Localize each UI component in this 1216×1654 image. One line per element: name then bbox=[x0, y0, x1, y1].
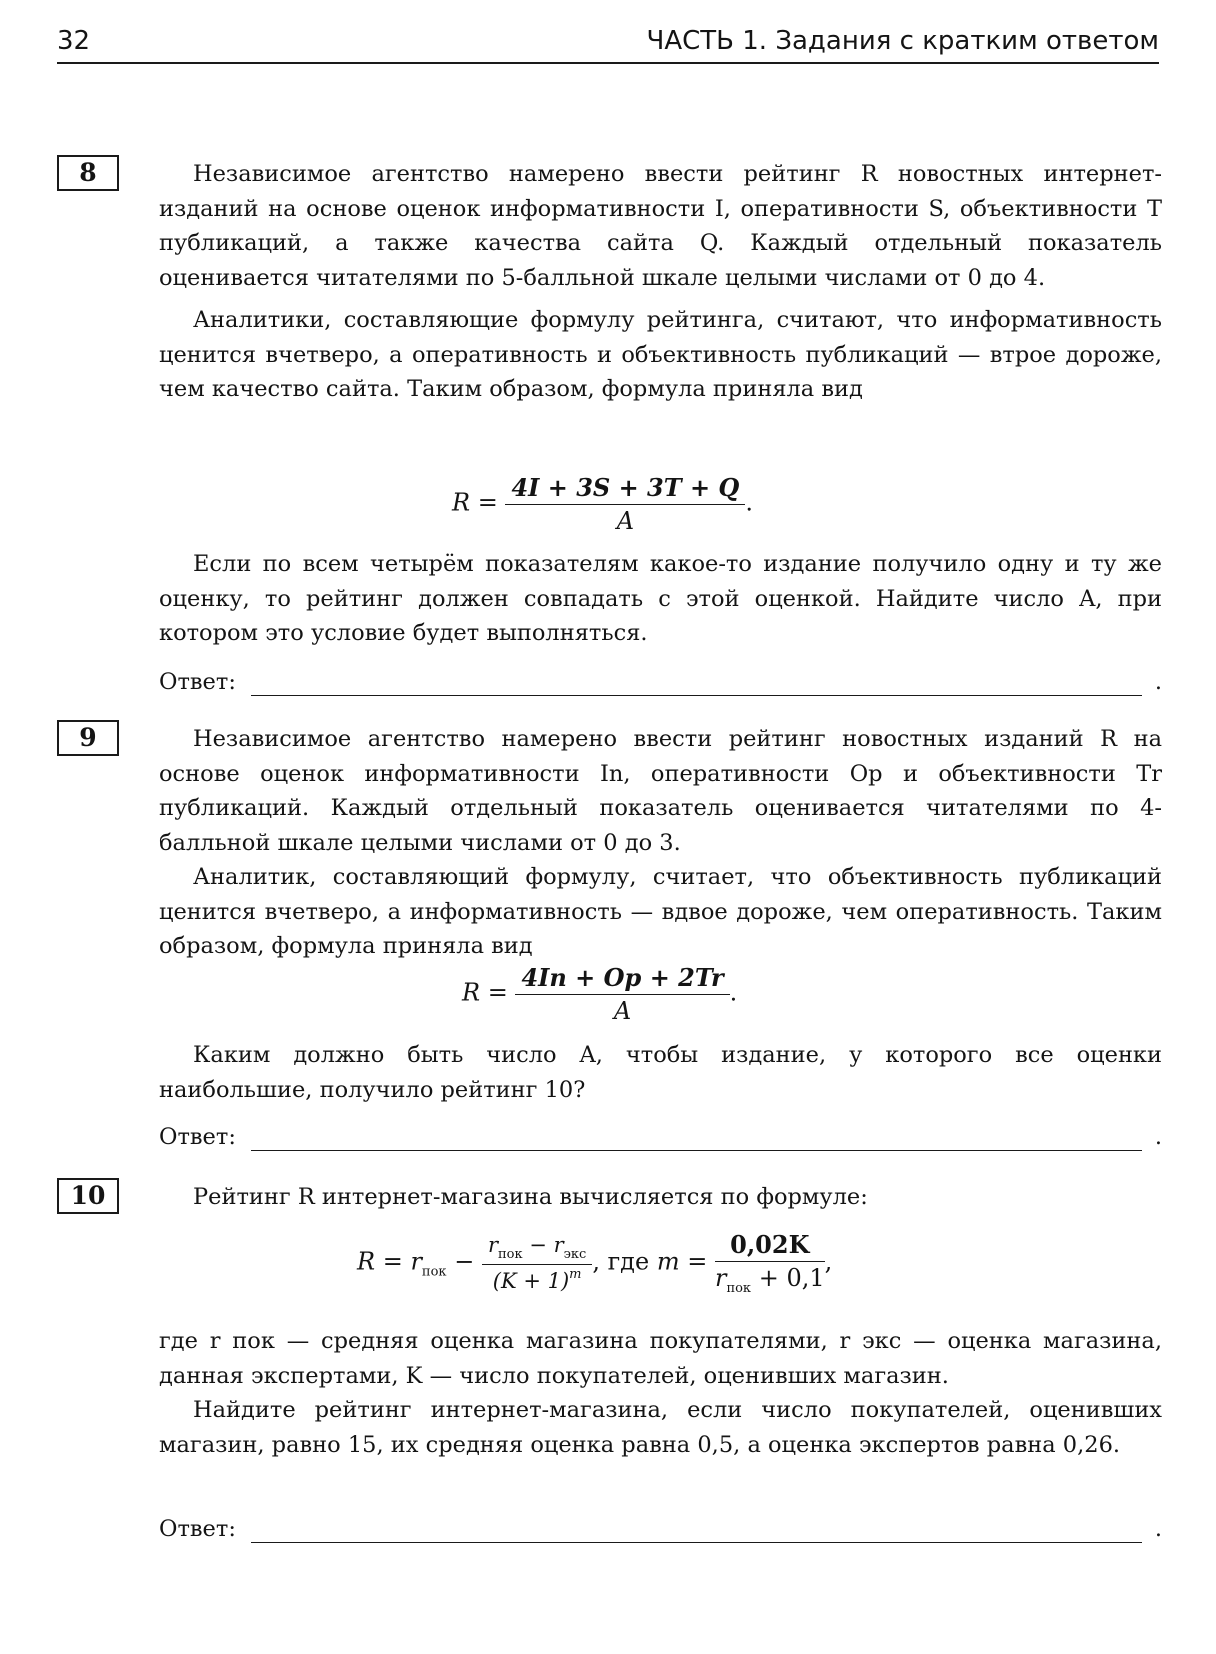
page-header bbox=[57, 22, 1159, 64]
task-paragraph: где r пок — средняя оценка магазина покупателями, r экс — оценка магазина, данная экспертами, K — число покупателей, оценивших магазин. bbox=[159, 1328, 1162, 1389]
r-symbol: r bbox=[714, 1264, 727, 1292]
fraction-denominator bbox=[715, 1262, 825, 1296]
page-number: 32 bbox=[57, 26, 91, 56]
formula-lhs: R = bbox=[452, 488, 498, 517]
answer-line[interactable] bbox=[251, 1542, 1142, 1543]
comma: , bbox=[592, 1247, 600, 1276]
formula bbox=[452, 473, 753, 535]
answer-field[interactable] bbox=[159, 1516, 1162, 1550]
formula-lhs: R = bbox=[462, 978, 508, 1007]
formula bbox=[357, 1230, 832, 1296]
fraction-numerator: 0,02K bbox=[715, 1230, 825, 1262]
fraction-denominator: A bbox=[613, 997, 632, 1025]
formula-lhs: R = r bbox=[357, 1247, 422, 1276]
minus-sign: − bbox=[454, 1247, 475, 1276]
fraction-numerator: 4In + Op + 2Tr bbox=[515, 963, 729, 995]
answer-line[interactable] bbox=[251, 695, 1142, 696]
answer-end: . bbox=[1154, 669, 1162, 695]
answer-field[interactable] bbox=[159, 669, 1162, 703]
exponent: m bbox=[569, 1267, 582, 1282]
task-paragraph: Аналитик, составляющий формулу, считает, что объективность публикаций ценится вчетверо, а информативность — вдвое дороже, чем оперативность. Таким образом, формула приняла вид bbox=[159, 864, 1162, 959]
denominator-base: (K + 1) bbox=[492, 1269, 570, 1293]
task-paragraph: Независимое агентство намерено ввести рейтинг R новостных интернет-изданий на основе оценок информативности I, оперативности S, объективности T публикаций, а также качества сайта Q. Каждый отдельный показатель оценивается читателями по 5-балльной шкале целыми числами от 0 до 4. bbox=[159, 161, 1162, 291]
fraction bbox=[515, 963, 729, 1025]
m-lhs: m = bbox=[656, 1247, 708, 1276]
answer-label: Ответ: bbox=[159, 669, 236, 695]
answer-line[interactable] bbox=[251, 1150, 1142, 1151]
fraction-numerator: 4I + 3S + 3T + Q bbox=[505, 473, 745, 505]
answer-end: . bbox=[1154, 1124, 1162, 1150]
subscript-eks: экс bbox=[563, 1247, 587, 1262]
chapter-title: ЧАСТЬ 1. Задания с кратким ответом bbox=[646, 26, 1159, 56]
formula-end: . bbox=[729, 978, 738, 1007]
task-paragraph: Рейтинг R интернет-магазина вычисляется по формуле: bbox=[193, 1184, 868, 1210]
subscript-pok: пок bbox=[421, 1264, 447, 1280]
task-text bbox=[159, 1180, 1162, 1215]
task-paragraph: Найдите рейтинг интернет-магазина, если число покупателей, оценивших магазин, равно 15, их средняя оценка равна 0,5, а оценка экспертов равна 0,26. bbox=[159, 1397, 1162, 1458]
denominator-tail: + 0,1 bbox=[758, 1264, 825, 1292]
fraction bbox=[715, 1230, 825, 1296]
r-symbol: r bbox=[553, 1233, 564, 1257]
task-text bbox=[159, 157, 1162, 407]
fraction bbox=[505, 473, 745, 535]
subscript-pok: пок bbox=[726, 1281, 752, 1296]
minus-sign: − bbox=[529, 1233, 547, 1257]
task-text bbox=[159, 547, 1162, 651]
answer-label: Ответ: bbox=[159, 1516, 236, 1542]
formula bbox=[462, 963, 737, 1025]
r-symbol: r bbox=[487, 1233, 498, 1257]
task-paragraph: Если по всем четырём показателям какое-то издание получило одну и ту же оценку, то рейтинг должен совпадать с этой оценкой. Найдите число A, при котором это условие будет выполняться. bbox=[159, 551, 1162, 646]
answer-label: Ответ: bbox=[159, 1124, 236, 1150]
task-number-box: 8 bbox=[57, 155, 119, 191]
task-text bbox=[159, 1038, 1162, 1107]
task-paragraph: Независимое агентство намерено ввести рейтинг новостных изданий R на основе оценок информативности In, оперативности Op и объективности Tr публикаций. Каждый отдельный показатель оценивается читателями по 4-балльной шкале целыми числами от 0 до 3. bbox=[159, 726, 1162, 856]
fraction-denominator: A bbox=[616, 507, 635, 535]
task-text bbox=[159, 1324, 1162, 1462]
task-text bbox=[159, 722, 1162, 964]
where-word: где bbox=[607, 1247, 650, 1276]
task-paragraph: Каким должно быть число A, чтобы издание, у которого все оценки наибольшие, получило рейтинг 10? bbox=[159, 1042, 1162, 1103]
fraction bbox=[482, 1233, 592, 1293]
subscript-pok: пок bbox=[497, 1247, 523, 1262]
answer-end: . bbox=[1154, 1516, 1162, 1542]
formula-end: . bbox=[745, 488, 753, 517]
task-paragraph: Аналитики, составляющие формулу рейтинга, считают, что информативность ценится вчетверо, а оперативность и объективность публикаций — втрое дороже, чем качество сайта. Таким образом, формула приняла вид bbox=[159, 307, 1162, 402]
answer-field[interactable] bbox=[159, 1124, 1162, 1158]
fraction-denominator bbox=[482, 1265, 592, 1293]
comma: , bbox=[824, 1247, 833, 1276]
fraction-numerator bbox=[482, 1233, 592, 1265]
task-number-box: 10 bbox=[57, 1178, 119, 1214]
task-number-box: 9 bbox=[57, 720, 119, 756]
